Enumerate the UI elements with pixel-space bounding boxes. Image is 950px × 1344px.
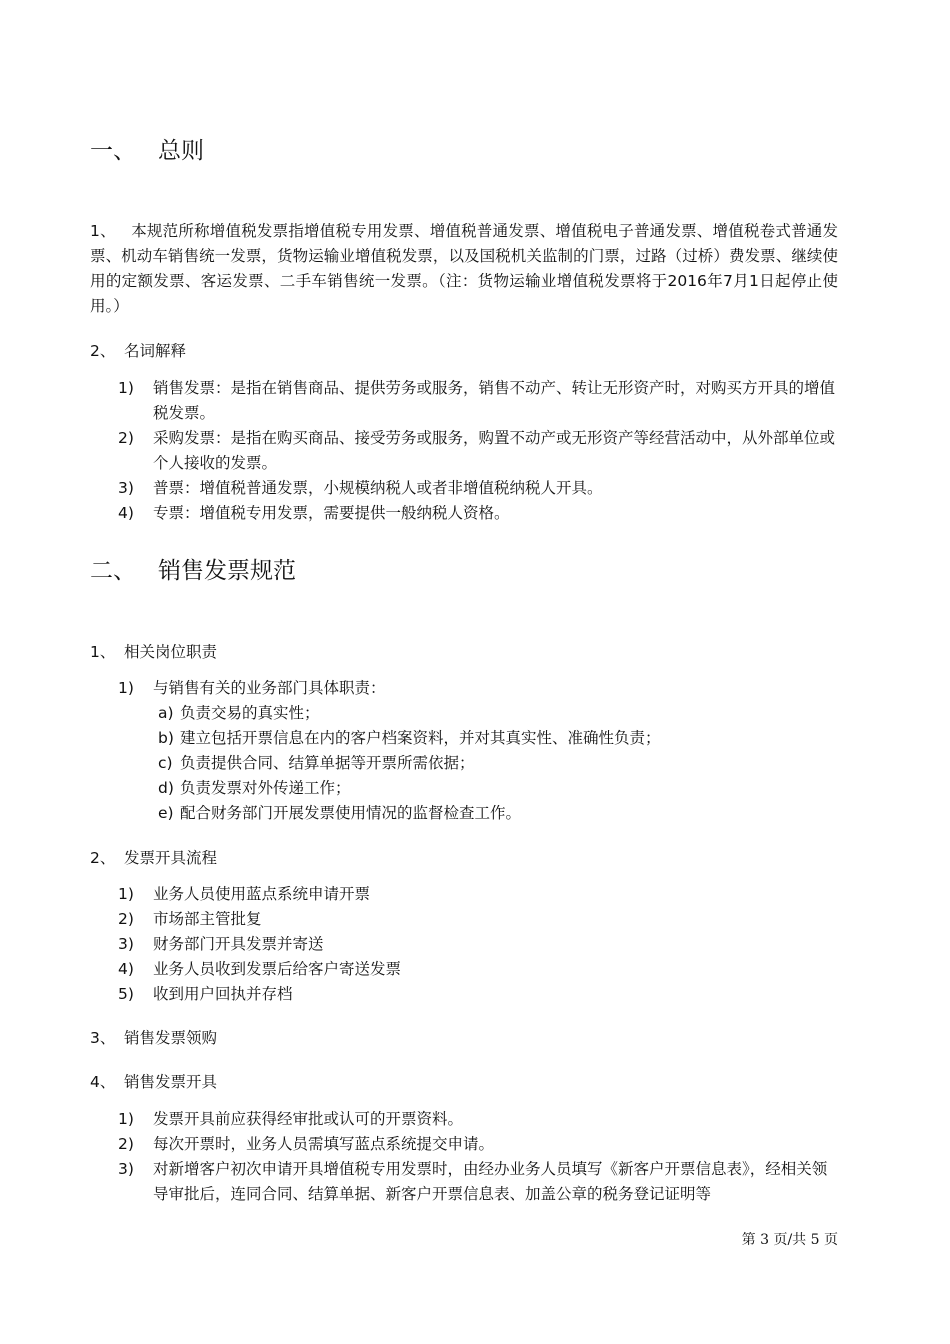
list-item-text: 业务人员收到发票后给客户寄送发票 <box>153 960 402 978</box>
list-item <box>118 957 838 982</box>
list-item-text: 普票：增值税普通发票，小规模纳税人或者非增值税纳税人开具。 <box>153 479 603 497</box>
list-marker: 3) <box>118 1160 134 1178</box>
list-item <box>155 776 838 801</box>
subheading-title: 相关岗位职责 <box>124 643 218 661</box>
list-marker: c) <box>158 754 173 772</box>
paragraph-text: 本规范所称增值税发票指增值税专用发票、增值税普通发票、增值税电子普通发票、增值税卷式普通发票、机动车销售统一发票，货物运输业增值税发票，以及国税机关监制的门票，过路（过桥）费发票、继续使用的定额发票、客运发票、二手车销售统一发票。（注：货物运输业增值税发票将于2016年7月1日起停止使用。） <box>90 222 838 315</box>
subheading-purchase <box>90 1026 217 1050</box>
list-item-text: 采购发票：是指在购买商品、接受劳务或服务，购置不动产或无形资产等经营活动中，从外部单位或个人接收的发票。 <box>153 429 836 472</box>
subheading-terms <box>90 339 186 363</box>
list-item-text: 负责发票对外传递工作； <box>180 779 351 797</box>
list-marker: 3) <box>118 479 134 497</box>
item-number: 1、 <box>90 222 116 240</box>
subheading-issuance <box>90 1070 217 1094</box>
item-number: 4、 <box>90 1073 116 1091</box>
list-item <box>155 751 838 776</box>
item-number: 1、 <box>90 643 116 661</box>
list-item <box>118 1132 838 1157</box>
subheading-title: 销售发票开具 <box>124 1073 218 1091</box>
item-number: 2、 <box>90 342 116 360</box>
list-item <box>118 501 838 526</box>
list-marker: 2) <box>118 429 134 447</box>
list-marker: d) <box>158 779 174 797</box>
item-number: 2、 <box>90 849 116 867</box>
list-item-text: 负责交易的真实性； <box>180 704 320 722</box>
list-marker: b) <box>158 729 174 747</box>
list-marker: 2) <box>118 1135 134 1153</box>
duties-list <box>118 676 838 701</box>
list-marker: 1) <box>118 885 134 903</box>
list-item <box>118 932 838 957</box>
list-marker: 3) <box>118 935 134 953</box>
list-marker: a) <box>158 704 174 722</box>
list-marker: 4) <box>118 960 134 978</box>
list-marker: 5) <box>118 985 134 1003</box>
list-item <box>118 676 838 701</box>
list-item <box>155 801 838 826</box>
section-number: 一、 <box>90 138 136 164</box>
list-item-text: 发票开具前应获得经审批或认可的开票资料。 <box>153 1110 464 1128</box>
list-item <box>118 907 838 932</box>
subheading-process <box>90 846 217 870</box>
list-marker: e) <box>158 804 174 822</box>
section-heading-1 <box>90 136 204 166</box>
list-item-text: 销售发票：是指在销售商品、提供劳务或服务，销售不动产、转让无形资产时，对购买方开具的增值税发票。 <box>153 379 836 422</box>
list-item <box>118 882 838 907</box>
section-heading-2 <box>90 556 296 586</box>
section-title: 销售发票规范 <box>158 558 296 584</box>
page-number-footer: 第 3 页/共 5 页 <box>741 1232 838 1248</box>
terms-list <box>118 376 838 526</box>
item-number: 3、 <box>90 1029 116 1047</box>
list-item-text: 收到用户回执并存档 <box>153 985 293 1003</box>
list-item-text: 每次开票时，业务人员需填写蓝点系统提交申请。 <box>153 1135 495 1153</box>
process-list <box>118 882 838 1007</box>
list-item-text: 财务部门开具发票并寄送 <box>153 935 324 953</box>
paragraph-scope <box>90 219 838 319</box>
list-item <box>155 701 838 726</box>
issuance-list <box>118 1107 838 1207</box>
list-item <box>118 426 838 476</box>
list-item-text: 专票：增值税专用发票，需要提供一般纳税人资格。 <box>153 504 510 522</box>
list-item <box>118 476 838 501</box>
list-item <box>118 982 838 1007</box>
list-marker: 2) <box>118 910 134 928</box>
list-item-text: 对新增客户初次申请开具增值税专用发票时，由经办业务人员填写《新客户开票信息表》，经相关领导审批后，连同合同、结算单据、新客户开票信息表、加盖公章的税务登记证明等 <box>153 1160 828 1203</box>
list-marker: 1) <box>118 679 134 697</box>
list-item-text: 负责提供合同、结算单据等开票所需依据； <box>180 754 475 772</box>
list-item <box>155 726 838 751</box>
list-marker: 1) <box>118 379 134 397</box>
list-marker: 1) <box>118 1110 134 1128</box>
duties-sublist <box>155 701 838 826</box>
list-item-text: 业务人员使用蓝点系统申请开票 <box>153 885 371 903</box>
list-item-text: 与销售有关的业务部门具体职责： <box>153 679 386 697</box>
list-item-text: 配合财务部门开展发票使用情况的监督检查工作。 <box>180 804 522 822</box>
list-item <box>118 376 838 426</box>
subheading-title: 发票开具流程 <box>124 849 218 867</box>
list-item <box>118 1107 838 1132</box>
subheading-duties <box>90 640 217 664</box>
section-title: 总则 <box>158 138 204 164</box>
list-item-text: 建立包括开票信息在内的客户档案资料，并对其真实性、准确性负责； <box>180 729 661 747</box>
section-number: 二、 <box>90 558 136 584</box>
list-item-text: 市场部主管批复 <box>153 910 262 928</box>
list-marker: 4) <box>118 504 134 522</box>
subheading-title: 名词解释 <box>124 342 187 360</box>
subheading-title: 销售发票领购 <box>124 1029 218 1047</box>
list-item <box>118 1157 838 1207</box>
